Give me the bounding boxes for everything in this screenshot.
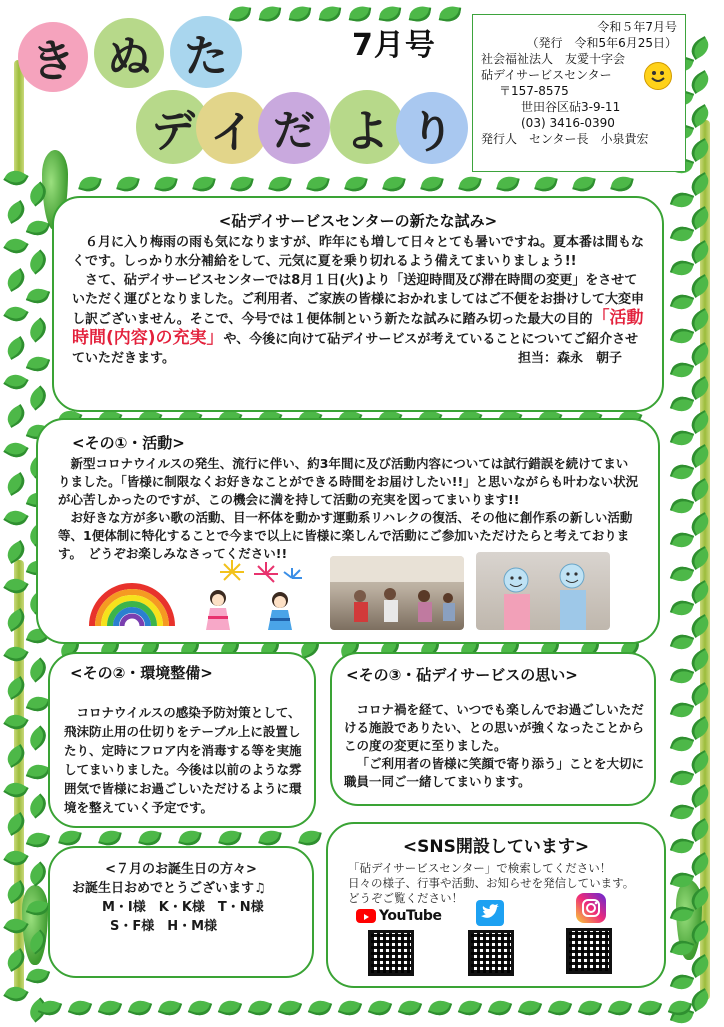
leaf-icon: [670, 189, 694, 211]
leaf-icon: [3, 472, 28, 496]
leaf-icon: [3, 506, 28, 530]
youtube-qr-code[interactable]: [368, 930, 414, 976]
activity-photo-1: [330, 556, 464, 630]
leaf-icon: [458, 174, 481, 195]
leaf-icon: [670, 597, 694, 619]
issue-label: 7月号: [352, 28, 436, 63]
rainbow-illustration: [86, 572, 178, 628]
publisher-info: [472, 14, 686, 172]
leaf-icon: [3, 302, 28, 326]
leaf-icon: [382, 174, 405, 195]
leaf-icon: [670, 325, 694, 347]
instagram-icon[interactable]: [576, 893, 606, 923]
leaf-icon: [26, 761, 50, 783]
leaf-icon: [670, 495, 694, 517]
leaf-icon: [610, 174, 633, 195]
leaf-icon: [420, 174, 443, 195]
title-char: り: [396, 92, 468, 164]
title-char: よ: [330, 90, 404, 164]
info-line: 社会福祉法人 友愛十字会: [481, 52, 626, 66]
info-line: 世田谷区砧3-9-11: [521, 100, 621, 114]
leaf-icon: [687, 70, 712, 94]
leaf-icon: [229, 4, 251, 23]
leaf-icon: [319, 4, 341, 23]
info-line: 〒157-8575: [499, 84, 569, 98]
leaf-icon: [428, 997, 452, 1019]
leaf-icon: [278, 997, 302, 1019]
activity-text-2: お好きな方が多い歌の活動、目一杯体を動かす運動系リハレクの復活、その他に創作系の新しい活動等、1便体制に特化することで今まで以上に皆様に楽しんで活動にご参加いただけたらと考えております。 どうぞお楽しみなさってください!!: [58, 510, 633, 561]
twitter-qr-code[interactable]: [468, 930, 514, 976]
leaf-icon: [25, 249, 51, 274]
leaf-icon: [670, 801, 694, 823]
title-char: だ: [258, 92, 330, 164]
leaf-icon: [496, 174, 519, 195]
leaf-icon: [230, 174, 253, 195]
leaf-icon: [25, 385, 51, 410]
info-line: （発行 令和5年6月25日）: [526, 36, 677, 50]
leaf-icon: [3, 608, 28, 632]
birthday-greeting: お誕生日おめでとうございます♫: [72, 881, 266, 896]
leaf-icon: [98, 997, 122, 1019]
title-char: ぬ: [94, 18, 164, 88]
leaf-icon: [308, 997, 332, 1019]
leaf-icon: [687, 36, 712, 60]
leaf-icon: [572, 174, 595, 195]
instagram-qr-code[interactable]: [566, 928, 612, 974]
leaf-icon: [116, 174, 139, 195]
highlight-text: 「活動時間(内容)の充実」: [72, 308, 644, 348]
leaf-icon: [298, 828, 321, 849]
leaf-icon: [248, 997, 272, 1019]
info-line: 砧デイサービスセンター: [481, 68, 612, 82]
leaf-icon: [670, 835, 694, 857]
leaf-icon: [344, 174, 367, 195]
birthday-names: M・I様 K・K様 T・N様: [102, 900, 264, 915]
youtube-logo[interactable]: YouTube: [356, 908, 441, 924]
leaf-icon: [26, 965, 50, 987]
leaf-icon: [670, 699, 694, 721]
intro-paragraph-2: さて、砧デイサービスセンターでは8月１日(火)より「送迎時間及び滞在時間の変更」をさせていただく運びとなりました。ご利用者、ご家族の皆様におかれましてはご不便をお掛けして大変申し訳ございません。そこで、今号では１便体制という新たな試みに踏み切った最大の目的「活動時間(内容)の充実」や、今後に向けて砧デイサービスが考えていることについてご紹介させていただきます。 担当：森永 朝子: [72, 273, 645, 366]
leaf-icon: [3, 404, 28, 428]
birthday-title: <７月のお誕生日の方々>: [105, 862, 257, 877]
leaf-icon: [218, 997, 242, 1019]
leaf-icon: [3, 744, 28, 768]
activity-title: <その①・活動>: [72, 434, 185, 452]
thoughts-section: [330, 652, 656, 806]
leaf-icon: [25, 317, 51, 342]
birthday-names-2: S・F様 H・M様: [110, 919, 218, 934]
leaf-icon: [25, 725, 51, 750]
sns-title: <SNS開設しています>: [402, 837, 590, 857]
leaf-icon: [638, 997, 662, 1019]
leaf-icon: [192, 174, 215, 195]
leaf-icon: [3, 438, 28, 462]
leaf-icon: [78, 174, 101, 195]
title-char: イ: [196, 92, 268, 164]
info-line: 発行人 センター長 小泉貴宏: [481, 132, 649, 146]
leaf-icon: [670, 665, 694, 687]
leaf-icon: [3, 982, 28, 1006]
environment-title: <その②・環境整備>: [70, 664, 213, 682]
leaf-icon: [26, 285, 50, 307]
info-line: 令和５年7月号: [597, 20, 677, 34]
sns-line: 「砧デイサービスセンター」で検索してください！: [348, 861, 612, 875]
leaf-icon: [3, 948, 28, 972]
birthday-section: [48, 846, 314, 978]
leaf-icon: [289, 4, 311, 23]
leaf-icon: [670, 563, 694, 585]
info-line: (03) 3416-0390: [521, 116, 615, 130]
sns-line: どうぞご覧ください！: [348, 891, 463, 905]
leaf-icon: [670, 529, 694, 551]
leaf-icon: [439, 4, 461, 23]
leaf-icon: [26, 829, 50, 851]
leaf-icon: [306, 174, 329, 195]
leaf-icon: [3, 166, 28, 190]
activity-text: 新型コロナウイルスの発生、流行に伴い、約3年間に及び活動内容については試行錯誤を続けてまいりました。「皆様に制限なくお好きなことができる時間をお届けしたい!!」と思いながらも叶わない状況が心苦しかったのですが、この機会に満を持して活動の充実を図ってまいります!!: [58, 456, 639, 507]
leaf-icon: [25, 657, 51, 682]
environment-text: コロナウイルスの感染予防対策として、飛沫防止用の仕切りをテーブル上に設置したり、定時にフロア内を消毒する等を実施してまいりました。今後は以前のような雰囲気で皆様にお過ごしいただけるように環境を整えていく予定です。: [64, 705, 302, 815]
title-char: た: [170, 16, 242, 88]
leaf-icon: [188, 997, 212, 1019]
leaf-icon: [670, 461, 694, 483]
leaf-icon: [608, 997, 632, 1019]
leaf-icon: [26, 693, 50, 715]
leaf-icon: [3, 234, 28, 258]
leaf-icon: [398, 997, 422, 1019]
leaf-icon: [3, 540, 28, 564]
leaf-icon: [158, 997, 182, 1019]
leaf-icon: [670, 631, 694, 653]
leaf-icon: [670, 393, 694, 415]
leaf-icon: [670, 971, 694, 993]
leaf-icon: [268, 174, 291, 195]
leaf-icon: [259, 4, 281, 23]
leaf-icon: [3, 336, 28, 360]
intro-title: <砧デイサービスセンターの新たな試み>: [218, 212, 498, 230]
thoughts-text-2: 「ご利用者の皆様に笑顔で寄り添う」ことを大切に職員一同ご一緒してまいります。: [344, 756, 645, 789]
leaf-icon: [154, 174, 177, 195]
leaf-icon: [3, 812, 28, 836]
leaf-icon: [670, 223, 694, 245]
activity-photo-2: [476, 552, 610, 630]
leaf-icon: [338, 997, 362, 1019]
leaf-icon: [670, 427, 694, 449]
title-char: き: [18, 22, 88, 92]
intro-section: [52, 196, 664, 412]
leaf-icon: [3, 200, 28, 224]
leaf-icon: [670, 257, 694, 279]
leaf-icon: [128, 997, 152, 1019]
leaf-icon: [670, 733, 694, 755]
leaf-icon: [670, 291, 694, 313]
leaf-icon: [26, 353, 50, 375]
leaf-icon: [534, 174, 557, 195]
title-char: デ: [136, 90, 210, 164]
author: 担当：森永 朝子: [517, 351, 622, 366]
leaf-icon: [670, 359, 694, 381]
leaf-icon: [488, 997, 512, 1019]
leaf-icon: [3, 370, 28, 394]
intro-paragraph: ６月に入り梅雨の雨も気になりますが、昨年にも増して日々とても暑いですね。夏本番は間もなくです。しっかり水分補給をして、元気に夏を乗り切れるよう備えてまいりましょう!!: [72, 235, 645, 269]
leaf-icon: [3, 268, 28, 292]
leaf-icon: [518, 997, 542, 1019]
leaf-icon: [458, 997, 482, 1019]
twitter-icon[interactable]: [476, 900, 504, 926]
leaf-icon: [25, 793, 51, 818]
fireworks-kids-illustration: [192, 558, 310, 632]
leaf-icon: [3, 676, 28, 700]
leaf-icon: [25, 861, 51, 886]
sns-line: 日々の様子、行事や活動、お知らせを発信しています。: [348, 876, 635, 890]
leaf-icon: [548, 997, 572, 1019]
thoughts-text: コロナ禍を経て、いつでも楽しんでお過ごしいただける施設でありたい、との思いが強くなったことからこの度の変更に至りました。: [344, 702, 645, 753]
leaf-icon: [68, 997, 92, 1019]
thoughts-title: <その③・砧デイサービスの思い>: [346, 666, 578, 684]
environment-section: [48, 652, 316, 828]
youtube-icon: [356, 909, 376, 923]
leaf-icon: [368, 997, 392, 1019]
leaf-icon: [578, 997, 602, 1019]
leaf-icon: [670, 767, 694, 789]
smiley-icon: [644, 62, 672, 90]
